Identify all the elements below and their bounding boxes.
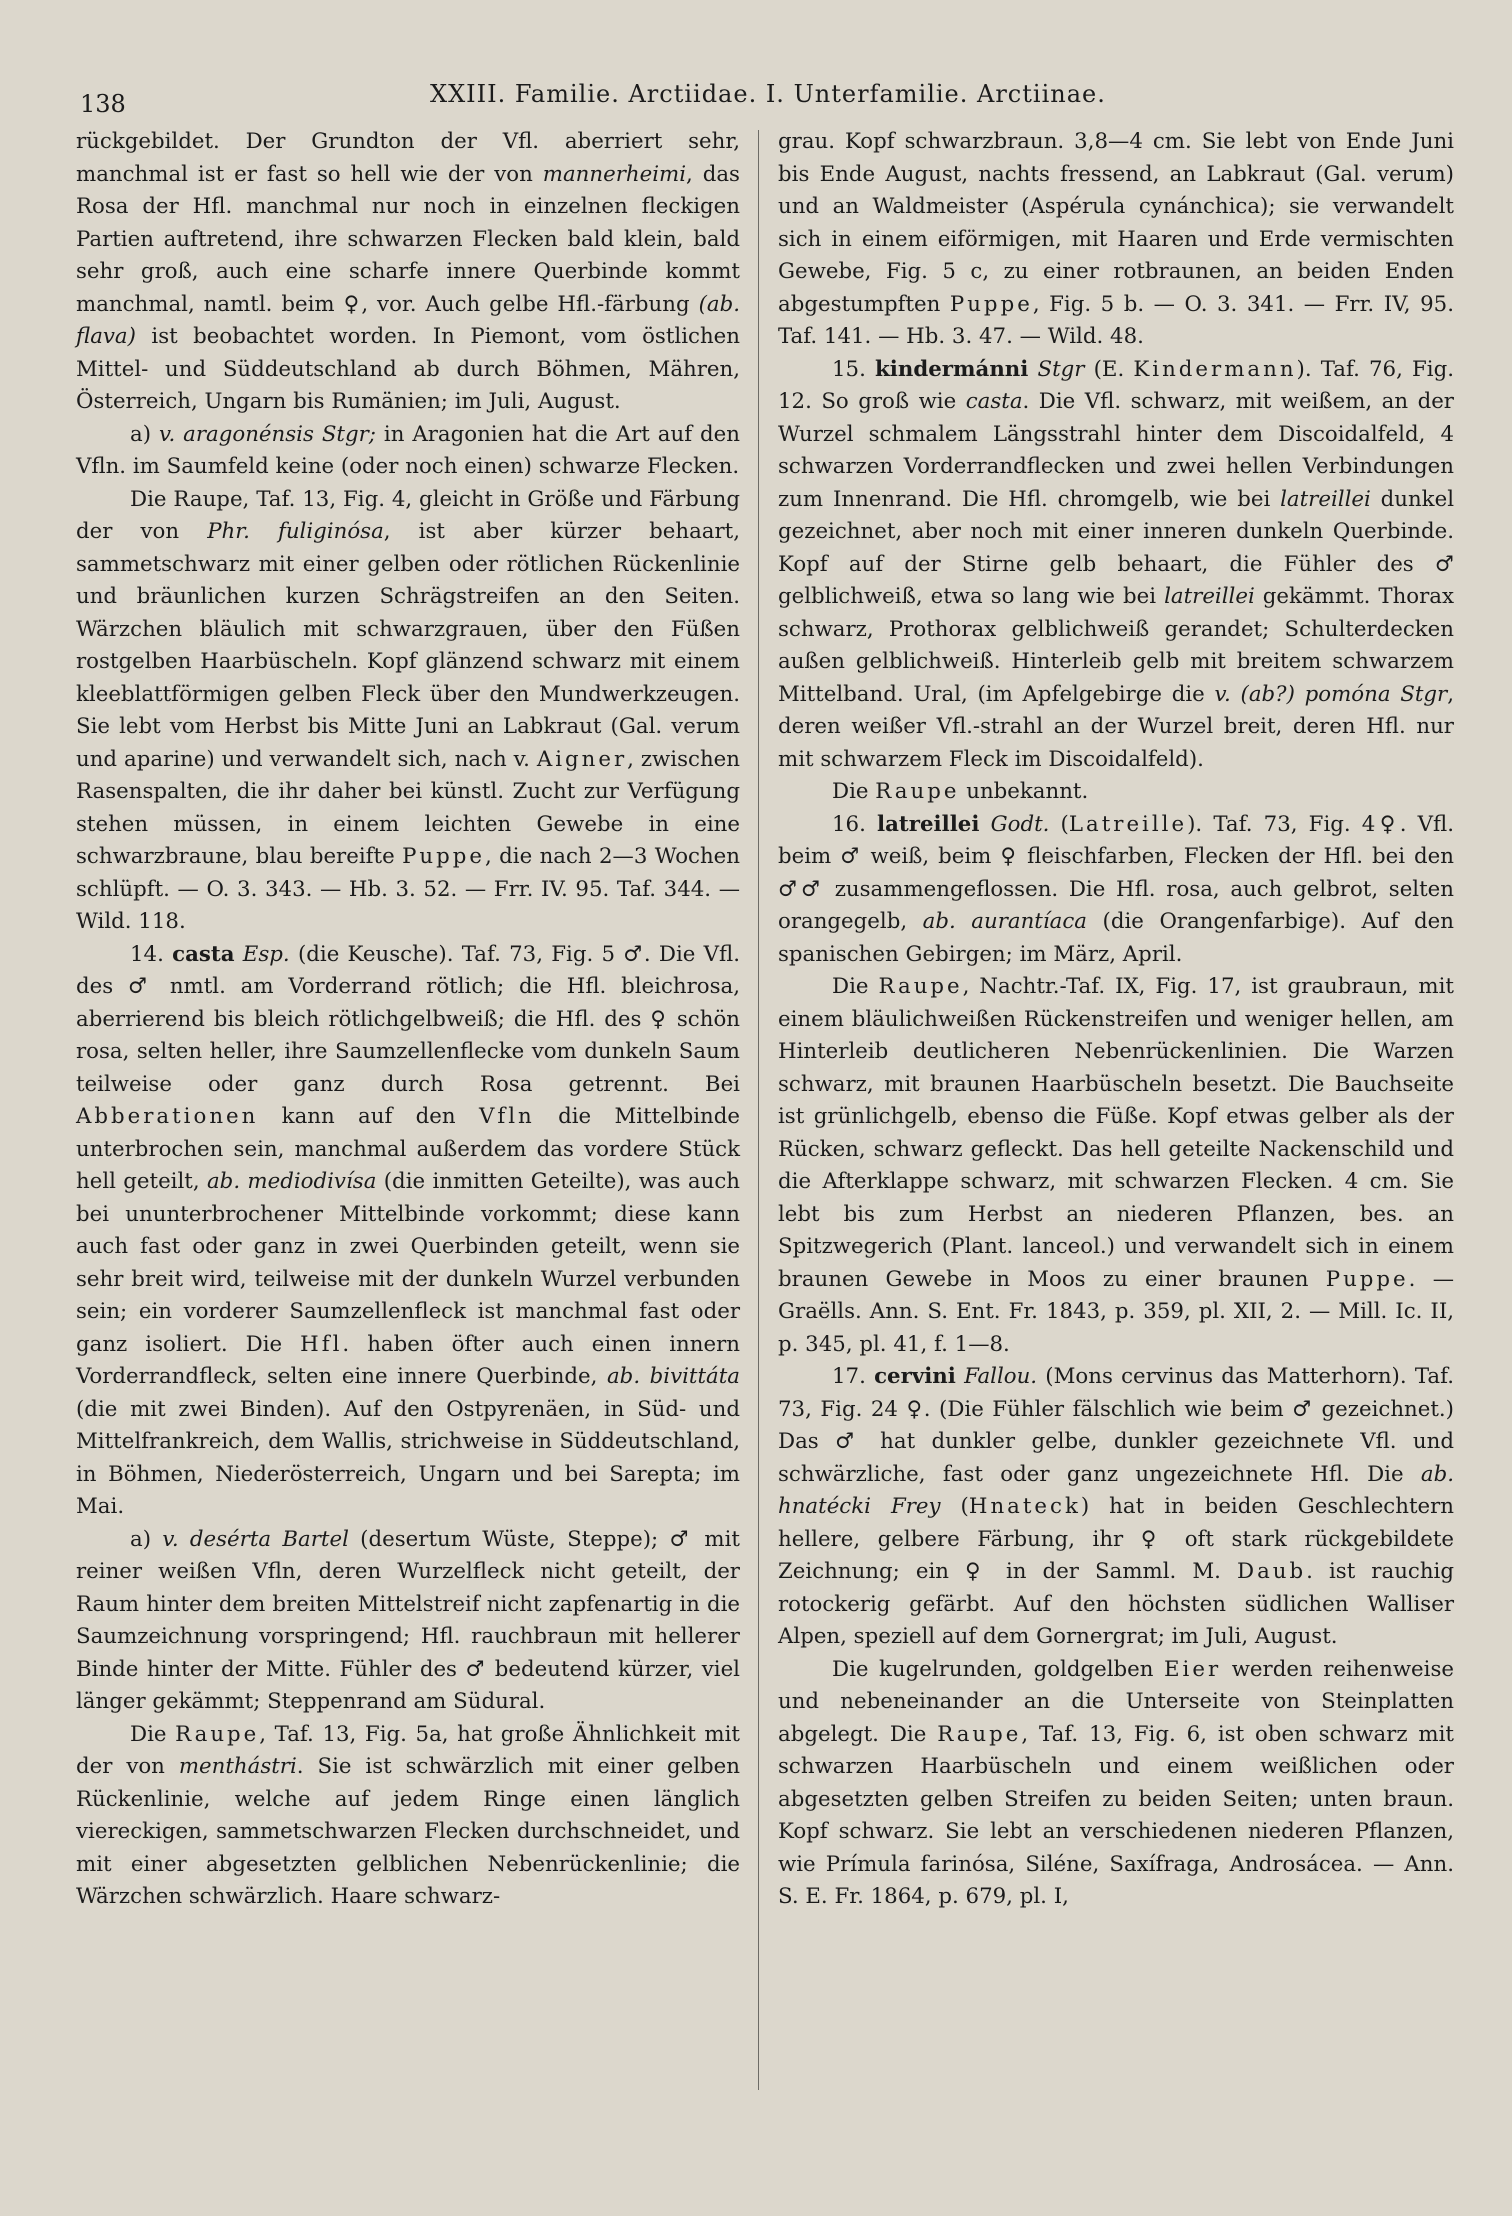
text-run: (die inmitten Geteilte), was auch bei ununterbrochener Mittelbinde vorkommt; diese kann auch fast oder ganz in zwei Querbinden geteilt, wenn sie sehr breit wird, teilweise mit der dunkeln Wurzel verbunden sein; ein vorderer Saumzellenfleck ist manchmal fast oder ganz isoliert. Die bbox=[76, 1169, 740, 1357]
text-run: Raupe bbox=[937, 1721, 1022, 1747]
text-run: (die Orangenfarbige). Auf den spanischen Gebirgen; im März, April. bbox=[778, 909, 1454, 967]
text-run: Stgr bbox=[1037, 356, 1085, 382]
text-run: , Taf. 13, Fig. 6, ist oben schwarz mit schwarzen Haarbüscheln und einem weißlichen oder abgesetzten gelben Streifen zu beiden Seiten; unten braun. Kopf schwarz. Sie lebt an verschiedenen niederen Pflanzen, wie Prímula farinósa, Siléne, Saxífraga, Androsácea. — Ann. S. E. Fr. 1864, p. 679, pl. I, bbox=[778, 1721, 1454, 1909]
text-run: in Aragonien hat die Art auf den Vfln. im Saumfeld keine (oder noch einen) schwarze Flecken. bbox=[76, 421, 740, 479]
text-run: 15. bbox=[832, 356, 875, 382]
text-run: Daub bbox=[1237, 1559, 1307, 1584]
page-header bbox=[80, 80, 1470, 120]
paragraph bbox=[778, 354, 1454, 777]
text-run: ab. hnatécki Frey bbox=[778, 1461, 1454, 1519]
text-run: Puppe bbox=[402, 844, 485, 869]
paragraph bbox=[76, 1524, 740, 1719]
paragraph bbox=[778, 1361, 1454, 1654]
text-run: Fallou. bbox=[964, 1364, 1038, 1389]
page-number: 138 bbox=[80, 90, 126, 118]
text-run: . Sie ist schwärzlich mit einer gelben Rückenlinie, welche auf jedem Ringe einen länglich viereckigen, sammetschwarzen Flecken durchschneidet, und mit einer abgesetzten gelblichen Nebenrückenlinie; die Wärzchen schwärzlich. Haare schwarz- bbox=[76, 1754, 740, 1909]
text-run: mannerheimi bbox=[542, 161, 687, 187]
text-run: ) hat in beiden Geschlechtern hellere, gelbere Färbung, ihr ♀ oft stark rückgebildete Zeichnung; ein ♀ in der Samml. M. bbox=[778, 1494, 1454, 1584]
text-run: 16. bbox=[832, 811, 878, 837]
text-run: ). Taf. 76, Fig. 12. So groß wie bbox=[778, 356, 1454, 414]
text-run: Abberationen bbox=[76, 1104, 259, 1129]
text-run: casta bbox=[965, 389, 1023, 414]
text-run: Esp. bbox=[242, 941, 290, 967]
text-run: Puppe bbox=[1325, 1266, 1409, 1292]
text-run: Raupe bbox=[175, 1721, 260, 1747]
text-run: Puppe bbox=[949, 291, 1033, 317]
text-run: . — Graëlls. Ann. S. Ent. Fr. 1843, p. 359, pl. XII, 2. — Mill. Ic. II, p. 345, pl. 41, f. 1—8. bbox=[778, 1266, 1454, 1357]
text-run: , das Rosa der Hfl. manchmal nur noch in einzelnen fleckigen Partien auftretend, ihre schwarzen Flecken bald klein, bald sehr groß, auch eine scharfe innere Querbinde kommt manchmal, namtl. beim ♀, vor. Auch gelbe Hfl.-färbung bbox=[76, 161, 740, 317]
text-run: Eier bbox=[1164, 1656, 1222, 1682]
text-run: ( bbox=[1049, 811, 1069, 837]
text-run bbox=[1028, 357, 1037, 382]
paragraph bbox=[778, 126, 1454, 354]
text-run: ). Taf. 73, Fig. 4♀. Vfl. beim ♂ weiß, beim ♀ fleischfarben, Flecken der Hfl. bei den ♂♂ zusammengeflossen. Die Hfl. rosa, auch gelbrot, selten orangegelb, bbox=[778, 811, 1454, 934]
text-run: Raupe bbox=[878, 974, 963, 999]
text-run: (E. bbox=[1084, 356, 1134, 382]
paragraph bbox=[778, 809, 1454, 972]
paragraph bbox=[76, 419, 740, 484]
text-run: , die nach 2—3 Wochen schlüpft. — O. 3. 343. — Hb. 3. 52. — Frr. IV. 95. Taf. 344. — Wild. 118. bbox=[76, 844, 740, 934]
text-run: a) bbox=[130, 1526, 163, 1552]
text-run: Die kugelrunden, goldgelben bbox=[832, 1656, 1164, 1682]
paragraph bbox=[76, 484, 740, 939]
text-run: ist beobachtet worden. In Piemont, vom östlichen Mittel- und Süddeutschland ab durch Böhmen, Mähren, Österreich, Ungarn bis Rumänien; im Juli, August. bbox=[76, 324, 740, 414]
text-run: rückgebildet. Der Grundton der Vfl. aberriert sehr, manchmal ist er fast so hell wie der von bbox=[76, 129, 740, 187]
paragraph bbox=[76, 1719, 740, 1914]
paragraph bbox=[778, 1654, 1454, 1914]
text-run: latreillei bbox=[1164, 584, 1255, 609]
text-run: latreillei bbox=[1280, 486, 1371, 512]
text-run: , zwischen Rasenspalten, die ihr daher bei künstl. Zucht zur Verfügung stehen müssen, in einem leichten Gewebe in eine schwarzbraune, blau bereifte bbox=[76, 746, 740, 869]
text-run: Godt. bbox=[990, 811, 1050, 837]
text-run: menthástri bbox=[178, 1754, 297, 1779]
text-run: die Mittelbinde unterbrochen sein, manchmal außerdem das vordere Stück hell geteilt, bbox=[76, 1104, 740, 1194]
text-run: , Nachtr.-Taf. IX, Fig. 17, ist graubraun, mit einem bläulichweißen Rückenstreifen und weniger hellen, am Hinterleib deutlicheren Nebenrückenlinien. Die Warzen schwarz, mit braunen Haarbüscheln besetzt. Die Bauchseite ist grünlichgelb, ebenso die Füße. Kopf etwas gelber als der Rücken, schwarz gefleckt. Das hell geteilte Nackenschild und die Afterklappe schwarz, mit schwarzen Flecken. 4 cm. Sie lebt bis zum Herbst an niederen Pflanzen, bes. an Spitzwegerich (Plant. lanceol.) und verwandelt sich in einem braunen Gewebe in Moos zu einer braunen bbox=[778, 974, 1454, 1292]
text-run: Phr. fuliginósa bbox=[207, 519, 384, 544]
running-head: XXIII. Familie. Arctiidae. I. Unterfamilie. Arctiinae. bbox=[430, 80, 1106, 108]
column-divider bbox=[758, 130, 759, 2090]
text-run: (desertum Wüste, Steppe); ♂ mit reiner weißen Vfln, deren Wurzelfleck nicht geteilt, der Raum hinter dem breiten Mittelstreif nicht zapfenartig in die Saumzeichnung vorspringend; Hfl. rauchbraun mit hellerer Binde hinter der Mitte. Fühler des ♂ bedeutend kürzer, viel länger gekämmt; Steppenrand am Südural. bbox=[76, 1526, 740, 1714]
text-run: gekämmt. Thorax schwarz, Prothorax gelblichweiß gerandet; Schulterdecken außen gelblichweiß. Hinterleib gelb mit breitem schwarzem Mittelband. Ural, (im Apfelgebirge die bbox=[778, 584, 1454, 707]
text-run: (die Keusche). Taf. 73, Fig. 5 ♂. Die Vfl. des ♂ nmtl. am Vorderrand rötlich; die Hfl. bleichrosa, aberrierend bis bleich rötlichgelbweiß; die Hfl. des ♀ schön rosa, selten heller, ihre Saumzellenflecke vom dunkeln Saum teilweise oder ganz durch Rosa getrennt. Bei bbox=[76, 941, 740, 1097]
text-run: (Mons cervinus das Matterhorn). Taf. 73, Fig. 24 ♀. (Die Fühler fälschlich wie beim ♂ gezeichnet.) Das ♂ hat dunkler gelbe, dunkler gezeichnete Vfl. und schwärzliche, fast oder ganz ungezeichnete Hfl. Die bbox=[778, 1364, 1454, 1487]
text-run: v. desérta Bartel bbox=[162, 1526, 349, 1552]
text-run: . Die Vfl. schwarz, mit weißem, an der Wurzel schmalem Längsstrahl hinter dem Discoidalfeld, 4 schwarzen Vorderrandflecken und zwei hellen Verbindungen zum Innenrand. Die Hfl. chromgelb, wie bei bbox=[778, 389, 1454, 512]
species-heading: kindermánni bbox=[875, 356, 1029, 382]
text-run: Hnateck bbox=[968, 1494, 1081, 1519]
text-run: , ist aber kürzer behaart, sammetschwarz mit einer gelben oder rötlichen Rückenlinie und bräunlichen kurzen Schrägstreifen an den Seiten. Wärzchen bläulich mit schwarzgrauen, über den Füßen rostgelben Haarbüscheln. Kopf glänzend schwarz mit einem kleeblattförmigen gelben Fleck über den Mundwerkzeugen. Sie lebt vom Herbst bis Mitte Juni an Labkraut (Gal. verum und aparine) und verwandelt sich, nach v. bbox=[76, 519, 741, 772]
left-text-column bbox=[76, 126, 740, 1914]
text-run: unbekannt. bbox=[959, 779, 1089, 804]
text-run: Latreille bbox=[1068, 811, 1188, 837]
text-run: ab. mediodivísa bbox=[206, 1169, 377, 1194]
text-run: (die mit zwei Binden). Auf den Ostpyrenäen, in Süd- und Mittelfrankreich, dem Wallis, strichweise in Süddeutschland, in Böhmen, Niederösterreich, Ungarn und bei Sarepta; im Mai. bbox=[76, 1396, 740, 1519]
paragraph bbox=[76, 939, 740, 1524]
text-run: v. aragonénsis Stgr; bbox=[158, 421, 376, 447]
text-run: werden reihenweise und nebeneinander an die Unterseite von Steinplatten abgelegt. Die bbox=[778, 1656, 1454, 1747]
text-run: Raupe bbox=[875, 779, 960, 804]
text-run: Kindermann bbox=[1133, 356, 1297, 382]
text-run: kann auf den bbox=[258, 1104, 479, 1129]
text-run: dunkel gezeichnet, aber noch mit einer inneren dunkeln Querbinde. Kopf auf der Stirne gelb behaart, die Fühler des ♂ gelblichweiß, etwa so lang wie bei bbox=[778, 486, 1455, 609]
paragraph bbox=[76, 126, 740, 419]
text-run: v. (ab?) pomóna Stgr bbox=[1214, 681, 1448, 707]
text-run: 14. bbox=[130, 941, 173, 967]
species-heading: casta bbox=[172, 941, 235, 967]
text-run: ( bbox=[940, 1494, 969, 1519]
text-run: ab. bivittáta bbox=[606, 1364, 740, 1389]
text-run: Aigner bbox=[536, 746, 628, 772]
text-run: 17. bbox=[832, 1364, 875, 1389]
right-text-column bbox=[778, 126, 1454, 1914]
text-run: Vfln bbox=[478, 1104, 535, 1129]
paragraph bbox=[778, 776, 1454, 809]
text-run: , deren weißer Vfl.-strahl an der Wurzel breit, deren Hfl. nur mit schwarzem Fleck im Discoidalfeld). bbox=[778, 681, 1454, 772]
text-run: Die bbox=[130, 1721, 176, 1747]
text-run: . haben öfter auch einen innern Vorderrandfleck, selten eine innere Querbinde, bbox=[76, 1331, 740, 1389]
text-run: , Fig. 5 b. — O. 3. 341. — Frr. IV, 95. Taf. 141. — Hb. 3. 47. — Wild. 48. bbox=[778, 291, 1454, 349]
text-run: Hfl bbox=[300, 1331, 343, 1357]
text-run: Die bbox=[832, 974, 879, 999]
text-run bbox=[956, 1364, 964, 1389]
text-run: Die bbox=[832, 779, 876, 804]
paragraph bbox=[778, 971, 1454, 1361]
species-heading: cervini bbox=[874, 1364, 956, 1389]
text-run bbox=[979, 812, 990, 837]
text-run: ab. aurantíaca bbox=[922, 909, 1087, 934]
text-run: grau. Kopf schwarzbraun. 3,8—4 cm. Sie lebt von Ende Juni bis Ende August, nachts fressend, an Labkraut (Gal. verum) und an Waldmeister (Aspérula cynánchica); sie verwandelt sich in einem eiförmigen, mit Haaren und Erde vermischten Gewebe, Fig. 5 c, zu einer rotbraunen, an beiden Enden abgestumpften bbox=[778, 129, 1454, 317]
text-run: a) bbox=[130, 421, 159, 447]
text-run: (ab. flava) bbox=[76, 291, 740, 349]
text-run: , Taf. 13, Fig. 5a, hat große Ähnlichkeit mit der von bbox=[76, 1721, 740, 1779]
species-heading: latreillei bbox=[877, 811, 980, 837]
text-run bbox=[235, 942, 243, 967]
text-run: . ist rauchig rotockerig gefärbt. Auf den höchsten südlichen Walliser Alpen, speziell auf dem Gornergrat; im Juli, August. bbox=[778, 1559, 1454, 1649]
text-run: Die Raupe, Taf. 13, Fig. 4, gleicht in Größe und Färbung der von bbox=[76, 486, 740, 544]
